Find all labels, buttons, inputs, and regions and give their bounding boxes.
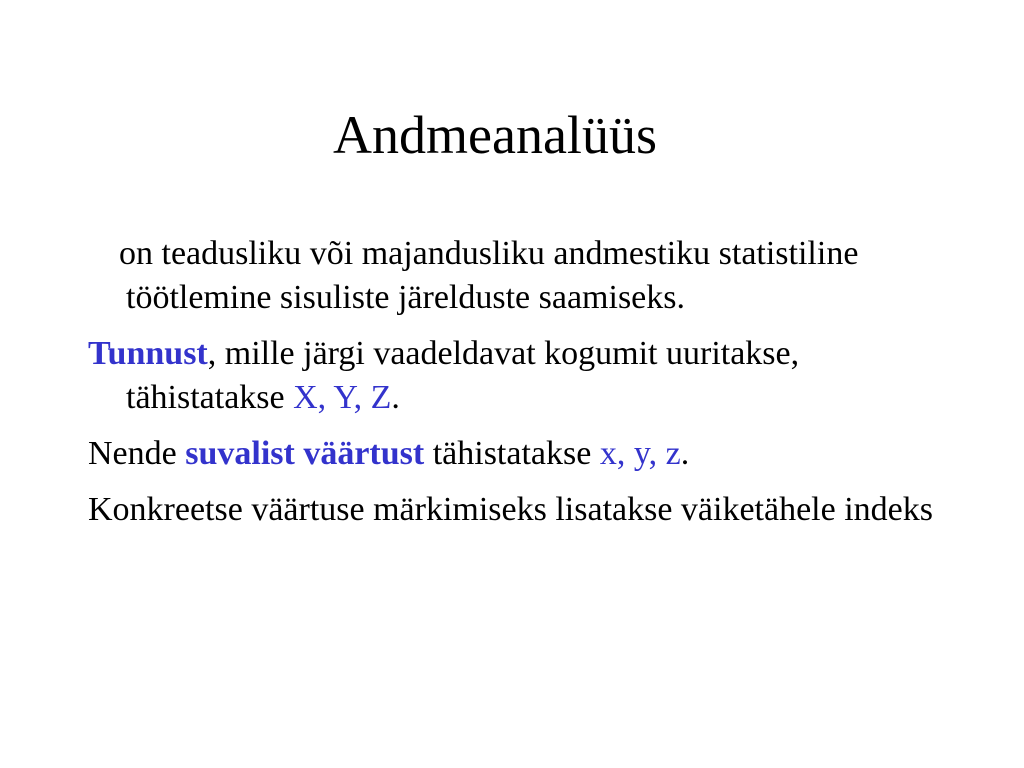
- slide-body: [88, 232, 948, 544]
- slide-title: Andmeanalüüs: [333, 105, 657, 165]
- term-tunnust: Tunnust: [88, 335, 208, 372]
- value-text: tähistatakse: [424, 435, 600, 472]
- value-symbols: x, y, z: [599, 435, 681, 472]
- definition-paragraph: [88, 232, 948, 320]
- variable-text: , mille järgi vaadeldavat kogumit uuritakse, tähistatakse: [126, 335, 800, 416]
- value-lead: Nende: [88, 435, 186, 472]
- definition-text: on teadusliku või majandusliku andmestiku statistiline töötlemine sisuliste järelduste saamiseks.: [119, 235, 859, 316]
- term-suvalist-vaartust: suvalist väärtust: [185, 435, 425, 472]
- value-end: .: [680, 435, 690, 472]
- variable-paragraph: [88, 332, 948, 420]
- index-paragraph: [88, 488, 948, 532]
- index-text: Konkreetse väärtuse märkimiseks lisatakse väiketähele indeks: [88, 491, 933, 528]
- value-paragraph: [88, 432, 948, 476]
- variable-symbols: X, Y, Z: [293, 379, 392, 416]
- variable-end: .: [391, 379, 400, 416]
